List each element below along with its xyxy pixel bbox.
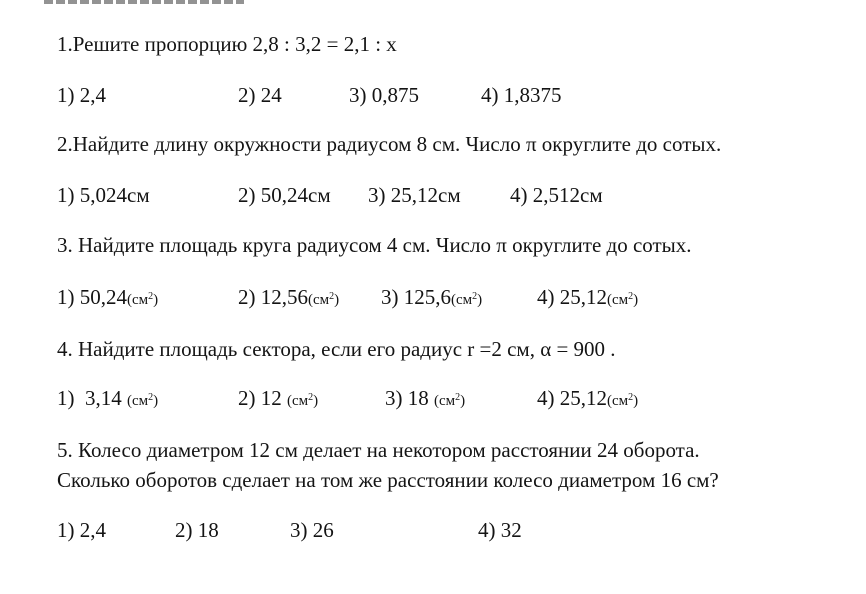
unit-cm2: $(см^2)$ — [287, 392, 319, 409]
unit-cm2: $(см^2)$ — [308, 291, 340, 308]
cropped-header-fragment — [44, 0, 244, 4]
q3-option-2: 2) $12,56(см^2)$ — [238, 285, 340, 309]
unit-cm2: $(см^2)$ — [127, 392, 159, 409]
question-2-text: 2.Найдите длину окружности радиусом 8 см. Число π округлите до сотых. — [57, 132, 722, 156]
q2-option-4: 4) 2,512см — [510, 183, 603, 207]
unit-cm2: $(см^2)$ — [451, 291, 483, 308]
q2-option-3: 3) 25,12см — [368, 183, 461, 207]
unit-cm2: $(см^2)$ — [434, 392, 466, 409]
q4-option-1: 1) 3,14 $(см^2)$ — [57, 386, 159, 410]
q1-option-4: 4) 1,8375 — [481, 83, 562, 107]
q4-option-2: 2) 12 $(см^2)$ — [238, 386, 319, 410]
q3-option-3: 3) $125,6(см^2)$ — [381, 285, 483, 309]
question-4-text: 4. Найдите площадь сектора, если его радиус r =2 см, α = 900 . — [57, 337, 616, 361]
q2-option-2: 2) 50,24см — [238, 183, 331, 207]
q4-option-4: 4) $25,12(см^2)$ — [537, 386, 639, 410]
q4-option-3: 3) 18 $(см^2)$ — [385, 386, 466, 410]
q1-option-3: 3) 0,875 — [349, 83, 419, 107]
unit-cm2: $(см^2)$ — [127, 291, 159, 308]
q5-option-4: 4) 32 — [478, 518, 522, 542]
q5-option-1: 1) 2,4 — [57, 518, 106, 542]
q3-option-4: 4) $25,12(см^2)$ — [537, 285, 639, 309]
q1-option-2: 2) 24 — [238, 83, 282, 107]
q2-option-1: 1) 5,024см — [57, 183, 150, 207]
q3-option-1: 1) $50,24(см^2)$ — [57, 285, 159, 309]
question-1-text: 1.Решите пропорцию 2,8 : 3,2 = 2,1 : х — [57, 32, 397, 56]
q1-option-1: 1) 2,4 — [57, 83, 106, 107]
question-3-text: 3. Найдите площадь круга радиусом 4 см. Число π округлите до сотых. — [57, 233, 692, 257]
q5-option-3: 3) 26 — [290, 518, 334, 542]
q5-option-2: 2) 18 — [175, 518, 219, 542]
unit-cm2: $(см^2)$ — [607, 291, 639, 308]
question-5-text-line-2: Сколько оборотов сделает на том же расстоянии колесо диаметром 16 см? — [57, 468, 719, 492]
question-5-text-line-1: 5. Колесо диаметром 12 см делает на некотором расстоянии 24 оборота. — [57, 438, 700, 462]
unit-cm2: $(см^2)$ — [607, 392, 639, 409]
